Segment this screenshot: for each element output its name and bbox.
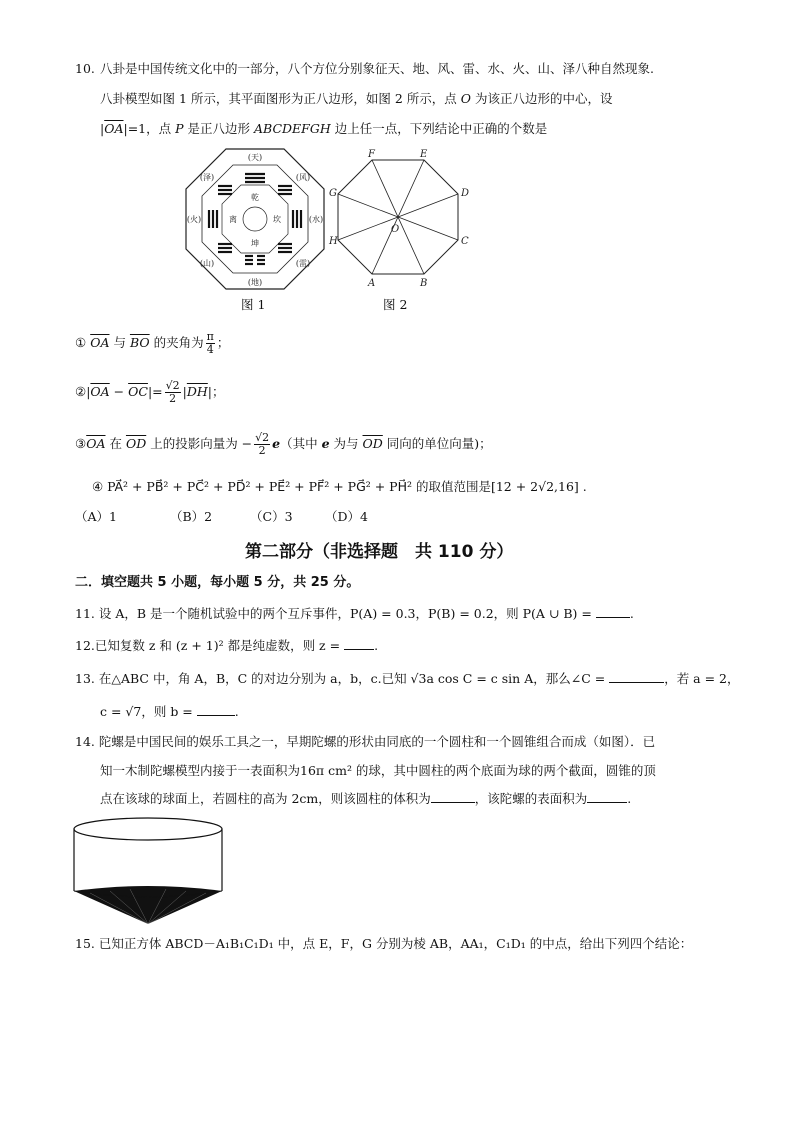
fig2-vertex-a: A (368, 278, 376, 289)
q13-line1: 13. 在△ABC 中，角 A，B，C 的对边分别为 a，b，c.已知 √3a cos C = c sin A，那么∠C = ，若 a = 2， (75, 671, 740, 686)
fig1-label-qian: 乾 (251, 193, 259, 202)
fig1-label-di: (地) (247, 278, 263, 287)
q11: 11. 设 A，B 是一个随机试验中的两个互斥事件，P(A) = 0.3，P(B) = 0.2，则 P(A ∪ B) = . (75, 606, 634, 621)
fig1-label-huo: (火) (186, 215, 202, 224)
q10-number: 10. (75, 61, 95, 76)
q10-line2: 八卦模型如图 1 所示，其平面图形为正八边形，如图 2 所示，点 O 为该正八边形的中心，设 (100, 91, 613, 106)
fig2-vertex-c: C (461, 236, 469, 247)
fig1-label-lei: (雷) (295, 259, 311, 268)
choice-d: （D）4 (325, 509, 368, 524)
fill-in-section-heading: 二．填空题共 5 小题，每小题 5 分，共 25 分。 (75, 575, 360, 590)
statement-1: ① $\overline{OA}$ 与 $\overline{BO}$ 的夹角为 $\frac{\pi}{4}$ ； (75, 330, 230, 356)
fig2-vertex-h: H (329, 236, 338, 247)
q14-line1: 14. 陀螺是中国民间的娱乐工具之一，早期陀螺的形状由同底的一个圆柱和一个圆锥组合而成（如图）．已 (75, 734, 656, 749)
fig1-label-kan: 坎 (273, 215, 281, 224)
q14-line3: 点在该球的球面上，若圆柱的高为 2cm，则该圆柱的体积为 ，该陀螺的表面积为 . (100, 791, 632, 806)
statement-3: $③\overline{OA}$ 在 $\overline{OD}$ 上的投影向量为 − $\frac{√2}{2}$ e（其中 e 为与 $\overline{OD}$ 同向的单位向量)； (75, 431, 492, 457)
q10-line3: $|\overline{OA}|=1$，点 P 是正八边形 ABCDEFGH 边上任一点，下列结论中正确的个数是 (100, 121, 548, 136)
q10-line1: 八卦是中国传统文化中的一部分，八个方位分别象征天、地、风、雷、水、火、山、泽八种自然现象. (100, 61, 654, 76)
fig2-vertex-g: G (329, 188, 337, 199)
choice-a: （A）1 (75, 509, 117, 524)
fig2-caption: 图 2 (383, 297, 408, 312)
fig1-label-shui: (水) (308, 215, 324, 224)
fig2-center-o: O (391, 224, 400, 235)
fig1-label-kun: 坤 (251, 239, 259, 248)
q13-line2: c = √7，则 b = . (100, 704, 239, 719)
fig1-label-ze: (泽) (199, 173, 215, 182)
fig1-label-li: 离 (229, 215, 237, 224)
q14-line2: 知一木制陀螺模型内接于一表面积为16π cm² 的球，其中圆柱的两个底面为球的两个截面，圆锥的顶 (100, 763, 656, 778)
fig2-vertex-e: E (420, 149, 428, 160)
statement-2: $②|\overline{OA} - \overline{OC}|=$ $\frac{√2}{2}$ $|\overline{DH}|$； (75, 379, 225, 405)
spinning-top-figure (70, 815, 230, 927)
statement-4: ④ PA⃗² + PB⃗² + PC⃗² + PD⃗² + PE⃗² + PF⃗² + PG⃗² + PH⃗² 的取值范围是[12 + 2√2,16] . (92, 479, 587, 494)
choice-c: （C）3 (250, 509, 293, 524)
fig2-vertex-d: D (461, 188, 470, 199)
fig2-vertex-b: B (420, 278, 428, 289)
figure-1-bagua (185, 148, 325, 290)
fig2-vertex-f: F (368, 149, 375, 160)
fig1-label-shan: (山) (199, 259, 215, 268)
choice-b: （B）2 (170, 509, 213, 524)
fig1-label-tian: (天) (247, 153, 263, 162)
q15: 15. 已知正方体 ABCD－A₁B₁C₁D₁ 中，点 E，F，G 分别为棱 AB，AA₁，C₁D₁ 的中点，给出下列四个结论： (75, 936, 693, 951)
q12: 12.已知复数 z 和 (z + 1)² 都是纯虚数，则 z = . (75, 638, 379, 653)
fig1-label-feng: (风) (295, 173, 311, 182)
figure-2-octagon (328, 146, 468, 288)
part2-title: 第二部分（非选择题 共 110 分） (245, 542, 514, 562)
fig1-caption: 图 1 (241, 297, 266, 312)
